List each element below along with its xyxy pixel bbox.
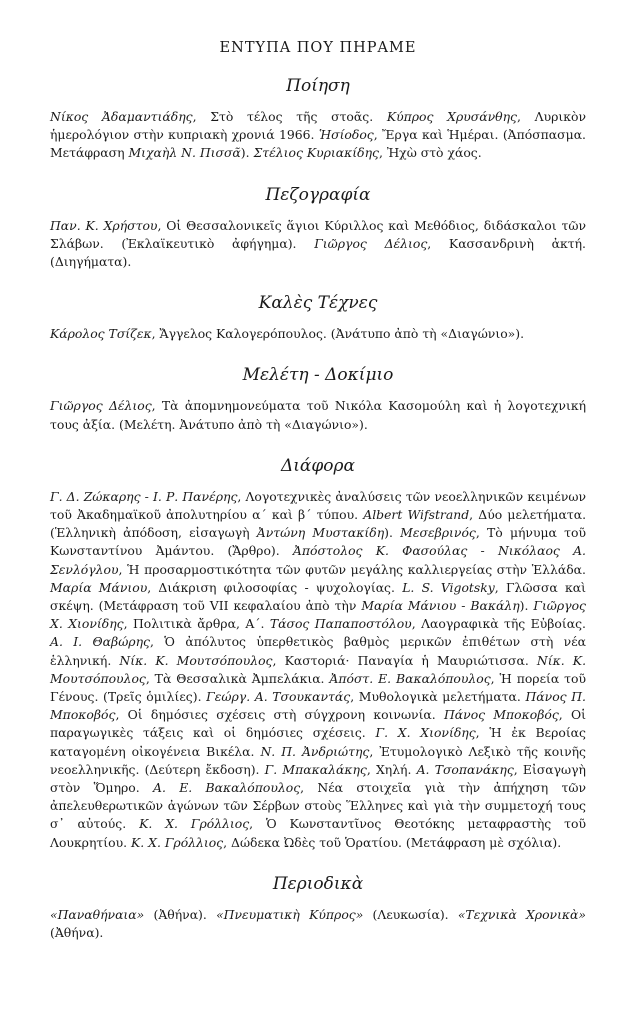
entry-text: , Λογοτεχνικὲς ἀναλύσεις τῶν νεοελληνικῶν κειμένων τοῦ Ἀκαδημαϊκοῦ ἀπολυτηρίου α΄ καὶ β΄ τύπου.	[50, 488, 586, 523]
entry-text: , Οἱ Θεσσαλονικεῖς ἅγιοι Κύριλλος καὶ Μεθόδιος, διδάσκαλοι τῶν Σλάβων. (Ἐκλαϊκευτικὸ ἀφήγημα).	[50, 217, 586, 251]
entry-name: Παν. Κ. Χρήστου	[50, 217, 158, 233]
entry-name: Ἀντώνη Μυστακίδη	[256, 525, 385, 541]
entry-text: (Λευκωσία).	[363, 906, 458, 922]
entry-name: Πάνος Μποκοβός	[443, 707, 559, 723]
entry-name: Μεσεβρινός	[400, 525, 476, 541]
entry-name: L. S. Vigotsky	[402, 579, 495, 595]
section-fine-arts	[50, 293, 586, 343]
entry-text: , Εἰσαγωγὴ στὸν Ὅμηρο.	[50, 761, 586, 796]
entry-text: , Ὁ ἀπόλυτος ὑπερθετικὸς βαθμὸς μερικῶν ἐπιθέτων στὴ νέα ἑλληνική.	[50, 634, 586, 668]
entry-name: Κάρολος Τσίζεκ	[50, 326, 152, 342]
entry-name: Γιῶργος Δέλιος	[314, 235, 428, 251]
entry-text: , Μυθολογικὰ μελετήματα.	[350, 689, 526, 705]
section-prose	[50, 185, 586, 272]
entry-text: (Ἀθήνα).	[144, 906, 217, 922]
entry-text: , Ἡ πορεία τοῦ Γένους. (Τρεῖς ὁμιλίες).	[50, 670, 586, 705]
entry-name: Κ. Χ. Γρόλλιος	[130, 834, 224, 850]
entry-name: Νίκ. Κ. Μουτσόπουλος	[50, 652, 587, 686]
entry-text: , Ἡ προσαρμοστικότητα τῶν φυτῶν μεγάλης καλλιεργείας στὴν Ἑλλάδα.	[118, 561, 586, 577]
entry-name: Γιῶργος Δέλιος	[50, 398, 152, 414]
entry-name: Ν. Π. Ἀνδριώτης	[260, 743, 370, 759]
entry-text: , Τὰ Θεσσαλικὰ Ἀμπελάκια.	[145, 670, 330, 686]
entry-text: , Δύο μελετήματα. (Ἑλληνικὴ ἀπόδοση, εἰσαγωγὴ	[50, 507, 587, 541]
entry-name: Μαρία Μάνιου	[50, 579, 148, 595]
section-study-essay	[50, 365, 586, 433]
entry-name: Νίκ. Κ. Μουτσόπουλος	[119, 652, 273, 668]
section-heading: Διάφορα	[280, 455, 356, 476]
section-miscellaneous	[50, 456, 586, 852]
entry-name: Γ. Μπακαλάκης	[264, 761, 367, 777]
entry-name: «Πνευματικὴ Κύπρος»	[216, 906, 364, 922]
entry-text: , Λαογραφικὰ τῆς Εὐβοίας.	[411, 616, 586, 632]
entry-name: Πάνος Π. Μποκοβός	[50, 689, 586, 723]
entry-name: Γιῶργος Χ. Χιονίδης	[50, 598, 586, 632]
entry-text: , Γλῶσσα καὶ σκέψη. (Μετάφραση τοῦ VII κεφαλαίου ἀπὸ τὴν	[50, 579, 586, 614]
entry-name: Γ. Δ. Ζώκαρης - Ι. Ρ. Πανέρης	[50, 488, 238, 504]
entry-name: Τάσος Παπαποστόλου	[269, 616, 412, 632]
entry-text: , Λυρικὸν ἡμερολόγιον στὴν κυπριακὴ χρονιά 1966.	[50, 109, 586, 143]
document-page	[50, 40, 586, 964]
entry-text: , Πολιτικὰ ἄρθρα, Α΄.	[123, 616, 270, 632]
entry-text: , Οἱ παραγωγικὲς τάξεις καὶ οἱ δημόσιες σχέσεις.	[50, 707, 586, 741]
entry-text: , Κασσανδρινὴ ἀκτή. (Διηγήματα).	[50, 235, 586, 270]
entry-text: ).	[384, 525, 401, 541]
entry-name: «Παναθήναια»	[50, 906, 145, 922]
section-heading: Πεζογραφία	[265, 184, 371, 205]
section-heading: Ποίηση	[286, 76, 350, 96]
entry-text: ).	[240, 145, 254, 161]
entry-text: , Διάκριση φιλοσοφίας - ψυχολογίας.	[147, 579, 403, 595]
entry-text: ).	[519, 598, 534, 614]
entry-name: Ἀπόστολος Κ. Φασούλας - Νικόλαος Α. Σενλόγλου	[50, 543, 586, 577]
entry-text: , Ἔργα καὶ Ἡμέραι. (Ἀπόσπασμα. Μετάφραση	[50, 127, 586, 161]
entry-text: , Καστοριά· Παναγία ἡ Μαυριώτισσα.	[272, 652, 537, 668]
section-entries	[50, 397, 586, 433]
entry-name: Κ. Χ. Γρόλλιος	[139, 816, 250, 832]
section-heading: Περιοδικὰ	[272, 873, 364, 894]
entry-text: , Νέα στοιχεῖα γιὰ τὴν ἀπήχηση τῶν ἀπελευθερωτικῶν ἀγώνων τῶν Σέρβων στοὺς Ἕλληνες καὶ γιὰ τὴν συμμετοχή τους σ᾽ αὐτούς.	[50, 780, 586, 832]
entry-name: Μαρία Μάνιου - Βακάλη	[361, 598, 520, 614]
section-entries	[50, 217, 586, 272]
entry-text: , Στὸ τέλος τῆς στοᾶς.	[192, 109, 387, 124]
entry-name: Α. Ι. Θαβώρης	[50, 634, 150, 650]
section-entries	[50, 325, 586, 343]
entry-name: «Τεχνικὰ Χρονικὰ»	[457, 906, 587, 922]
section-entries	[50, 906, 586, 942]
entry-text: , Ἠχὼ στὸ χάος.	[378, 145, 482, 161]
section-heading: Μελέτη - Δοκίμιο	[242, 365, 394, 386]
page-title: ΕΝΤΥΠΑ ΠΟΥ ΠΗΡΑΜΕ	[219, 40, 417, 56]
section-periodicals	[50, 874, 586, 942]
entry-text: , Οἱ δημόσιες σχέσεις στὴ σύγχρονη κοινωνία.	[115, 707, 444, 723]
entry-name: Α. Τσοπανάκης	[416, 761, 514, 777]
entry-text: , Χηλή.	[366, 761, 417, 777]
entry-name: Α. Ε. Βακαλόπουλος	[153, 780, 301, 796]
entry-name: Στέλιος Κυριακίδης	[253, 145, 379, 161]
section-heading: Καλὲς Τέχνες	[258, 293, 378, 314]
entry-text: , Τὰ ἀπομνημονεύματα τοῦ Νικόλα Κασομούλη καὶ ἡ λογοτεχνική τους ἀξία. (Μελέτη. Ἀνάτυπο ἀπὸ τὴ «Διαγώνιο»).	[50, 398, 586, 432]
entry-name: Ἡσίοδος	[318, 127, 374, 143]
section-entries	[50, 488, 586, 852]
entry-text: , Ἐτυμολογικὸ Λεξικὸ τῆς κοινῆς νεοελληνικῆς. (Δεύτερη ἔκδοση).	[50, 743, 586, 777]
entry-name: Ἀπόστ. Ε. Βακαλόπουλος	[329, 670, 491, 686]
entry-name: Μιχαὴλ Ν. Πισσᾶ	[128, 145, 241, 161]
entry-text: (Ἀθήνα).	[50, 925, 104, 941]
entry-name: Γ. Χ. Χιονίδης	[375, 725, 476, 741]
section-entries	[50, 108, 586, 163]
entry-name: Albert Wifstrand	[363, 507, 470, 523]
entry-text: , Ὁ Κωνσταντῖνος Θεοτόκης μεταφραστὴς τοῦ Λουκρητίου.	[50, 816, 586, 850]
entry-name: Κύπρος Χρυσάνθης	[386, 109, 517, 124]
entry-text: , Τὸ μήνυμα τοῦ Κωνσταντίνου Ἀμάντου. (Ἄρθρο).	[50, 525, 586, 559]
entry-text: , Ἡ ἐκ Βεροίας καταγομένη οἰκογένεια Βικέλα.	[50, 725, 586, 759]
entry-text: , Δώδεκα Ὠδὲς τοῦ Ὁρατίου. (Μετάφραση μὲ σχόλια).	[223, 834, 562, 850]
entry-text: , Ἄγγελος Καλογερόπουλος. (Ἀνάτυπο ἀπὸ τὴ «Διαγώνιο»).	[151, 326, 525, 342]
entry-name: Γεώργ. Α. Τσουκαντάς	[206, 689, 351, 705]
section-poetry	[50, 76, 586, 163]
entry-name: Νίκος Ἀδαμαντιάδης	[50, 109, 193, 124]
